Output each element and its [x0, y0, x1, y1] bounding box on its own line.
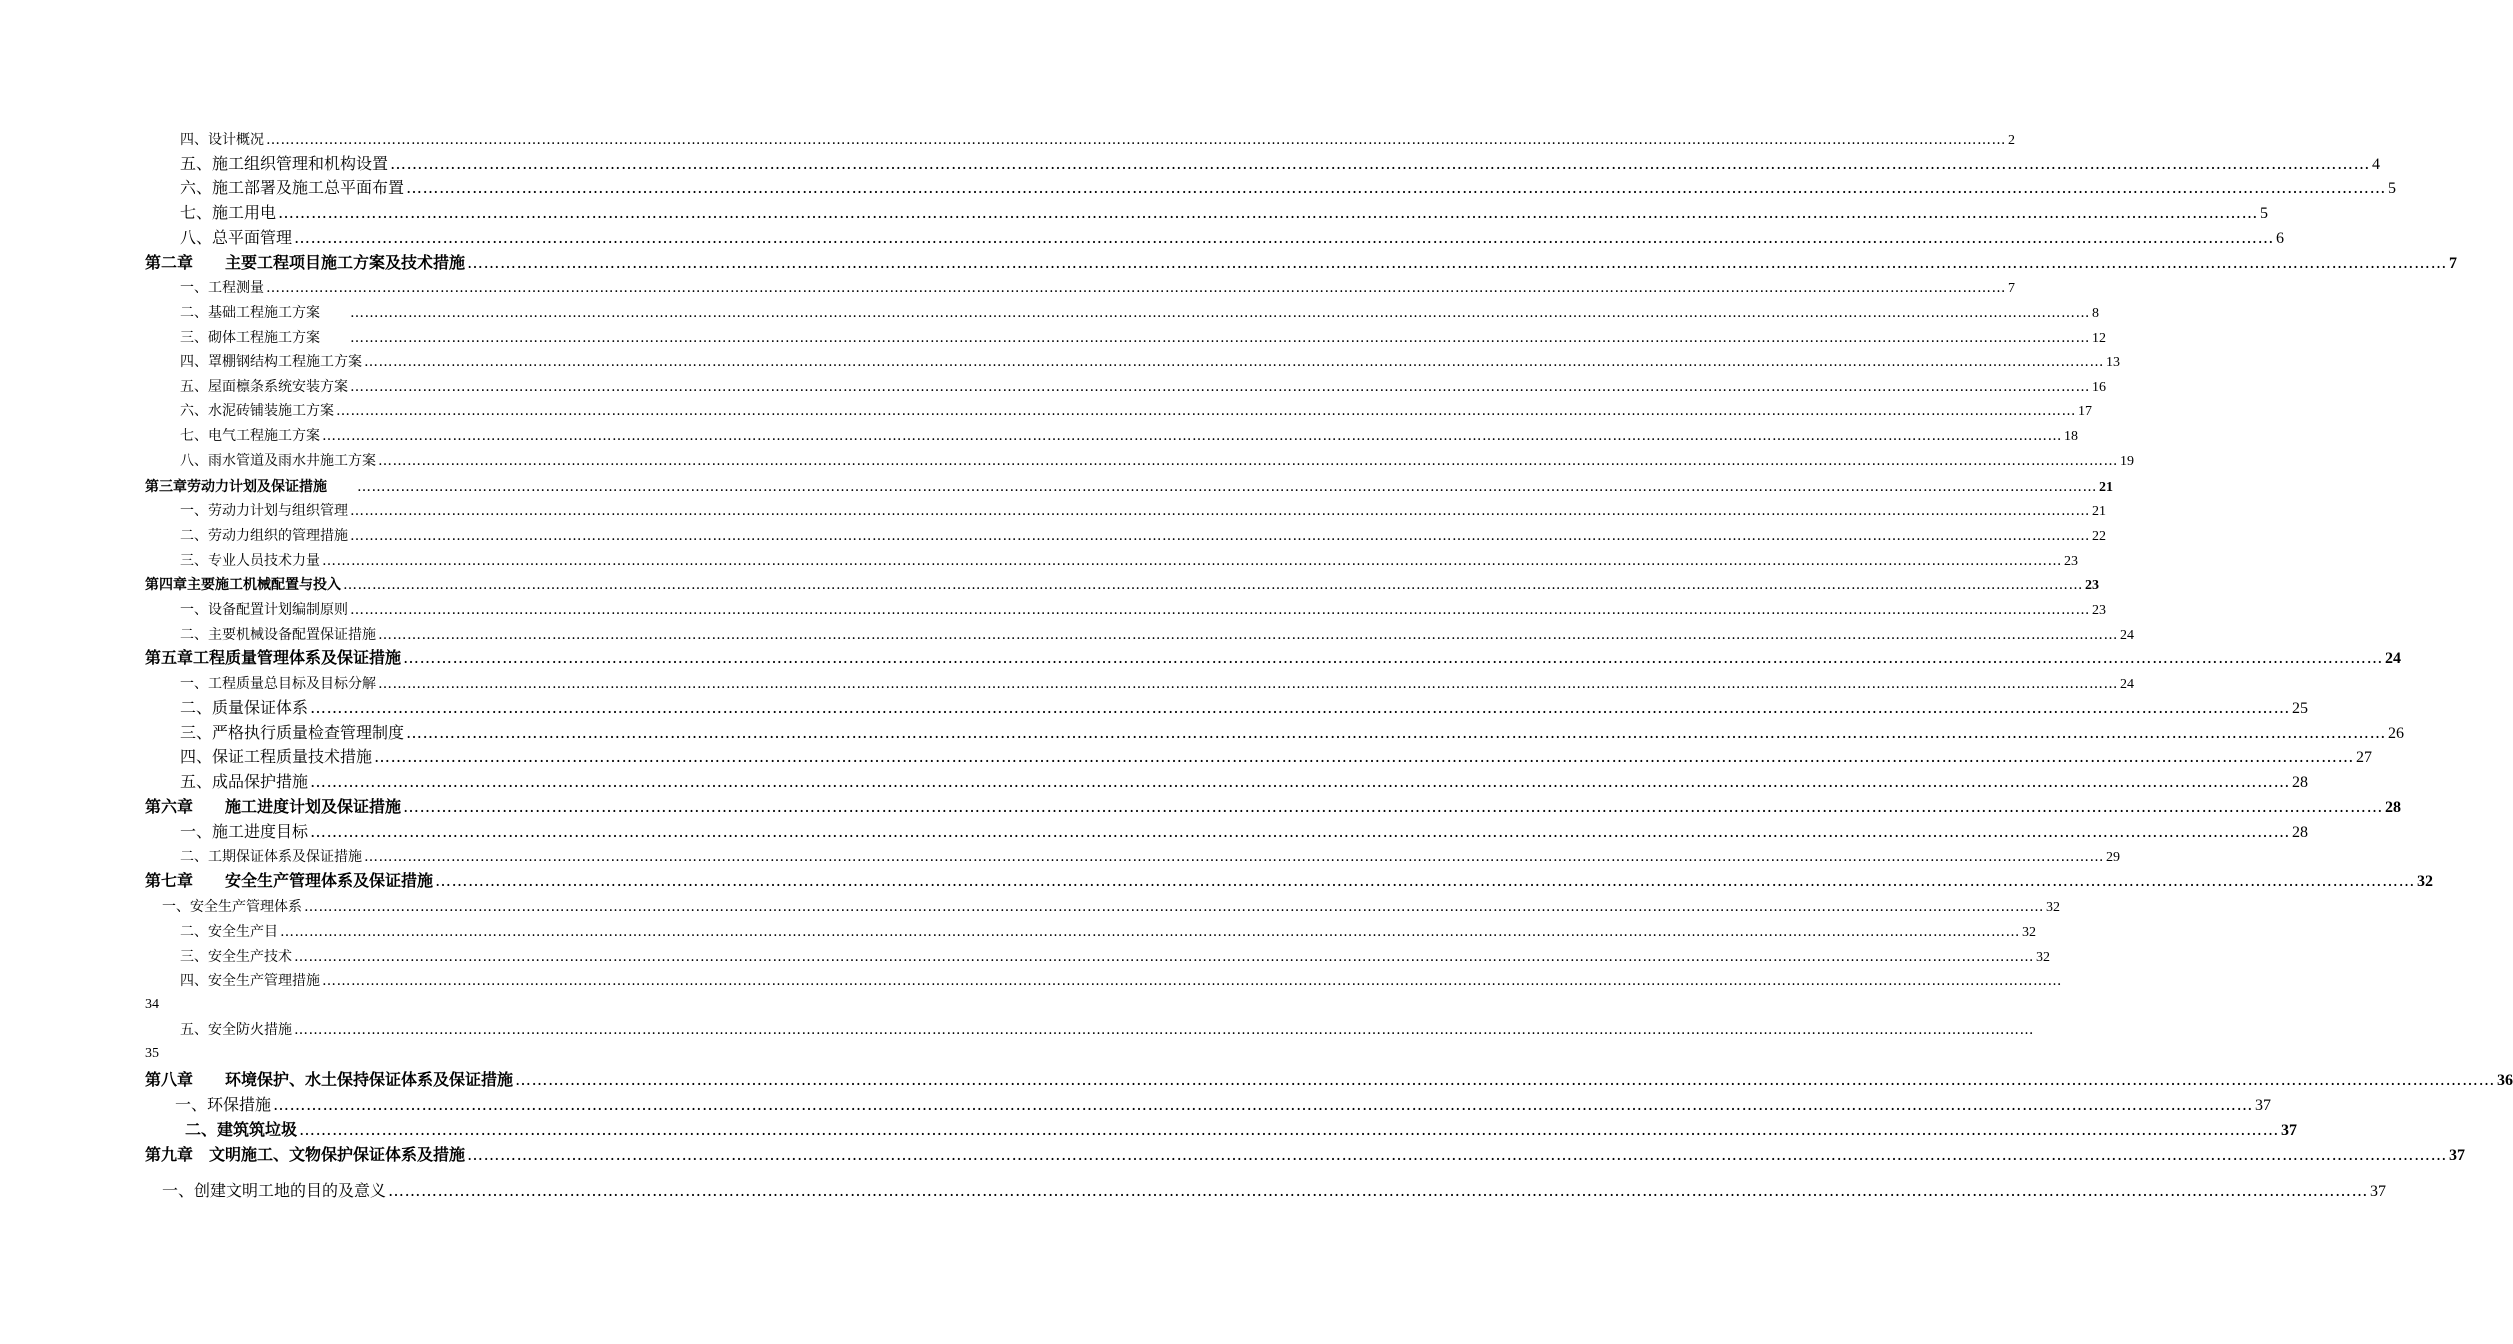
toc-entry [145, 648, 2402, 669]
toc-entry [180, 402, 2092, 421]
dot-leader: ……………………………………………………………………………………………………………………………………………………………………………………………………………………………………………………………………………………………………………………………… [266, 132, 2006, 148]
toc-entry-title: 第六章 施工进度计划及保证措施 [145, 797, 402, 816]
toc-page-number: 16 [2092, 380, 2106, 395]
toc-entry [180, 527, 2106, 546]
toc-entry [180, 675, 2134, 694]
toc-entry-title: 一、劳动力计划与组织管理 [180, 503, 348, 519]
toc-entry-title: 三、专业人员技术力量 [180, 553, 320, 569]
dot-leader: ……………………………………………………………………………………………………………………………………………………………………………………………………………………………………………………………………………………………………………………………… [322, 553, 2062, 569]
toc-entry [145, 1145, 2466, 1166]
dot-leader: ……………………………………………………………………………………………………………………………………………………………………………………………………………………………………………………………………………………………………………………………… [390, 154, 2371, 173]
toc-page-number: 13 [2106, 355, 2120, 370]
dot-leader: ……………………………………………………………………………………………………………………………………………………………………………………………………………………………………………………………………………………………………………………………… [515, 1070, 2496, 1089]
toc-entry [180, 848, 2120, 867]
toc-entry-title: 七、施工用电 [180, 203, 277, 222]
dot-leader: ……………………………………………………………………………………………………………………………………………………………………………………………………………………………………………………………………………………………………………………………… [378, 453, 2118, 469]
dot-leader: ……………………………………………………………………………………………………………………………………………………………………………………………………………………………………………………………………………………………………………………………… [350, 602, 2090, 618]
toc-entry [180, 228, 2285, 249]
toc-entry [180, 178, 2397, 199]
dot-leader: ……………………………………………………………………………………………………………………………………………………………………………………………………………………………………………………………………………………………………………………………… [280, 924, 2020, 940]
toc-page-number: 23 [2092, 603, 2106, 618]
toc-entry [145, 871, 2434, 892]
toc-entry [180, 698, 2309, 719]
toc-entry [180, 723, 2405, 744]
toc-entry-title: 四、安全生产管理措施 [180, 973, 320, 989]
dot-leader: ……………………………………………………………………………………………………………………………………………………………………………………………………………………………………………………………………………………………………………………………… [364, 849, 2104, 865]
toc-page-number: 4 [2372, 156, 2381, 173]
toc-entry [145, 478, 2113, 497]
toc-page-number: 37 [2449, 1147, 2466, 1164]
dot-leader: ……………………………………………………………………………………………………………………………………………………………………………………………………………………………………………………………………………………………………………………………… [406, 178, 2387, 197]
toc-page-number: 32 [2022, 925, 2036, 940]
toc-entry-title: 三、安全生产技术 [180, 949, 292, 965]
toc-entry-title: 八、雨水管道及雨水井施工方案 [180, 453, 376, 469]
toc-entry-title: 一、工程测量 [180, 280, 264, 296]
toc-page-number: 28 [2292, 774, 2309, 791]
toc-entry [180, 154, 2381, 175]
toc-page-number: 23 [2064, 554, 2078, 569]
toc-page-number: 28 [2292, 824, 2309, 841]
dot-leader: ……………………………………………………………………………………………………………………………………………………………………………………………………………………………………………………………………………………………………………………………… [364, 354, 2104, 370]
dot-leader: ……………………………………………………………………………………………………………………………………………………………………………………………………………………………………………………………………………………………………………………………… [350, 503, 2090, 519]
toc-entry-title: 七、电气工程施工方案 [180, 428, 320, 444]
toc-entry [180, 552, 2078, 571]
dot-leader: ……………………………………………………………………………………………………………………………………………………………………………………………………………………………………………………………………………………………………………………………… [350, 330, 2090, 346]
toc-entry [180, 626, 2134, 645]
dot-leader: ……………………………………………………………………………………………………………………………………………………………………………………………………………………………………………………………………………………………………………………………… [343, 577, 2083, 593]
dot-leader: ……………………………………………………………………………………………………………………………………………………………………………………………………………………………………………………………………………………………………………………………… [310, 822, 2291, 841]
toc-entry [180, 822, 2309, 843]
toc-entry-title: 五、屋面檩条系统安装方案 [180, 379, 348, 395]
toc-entry-title: 五、成品保护措施 [180, 772, 309, 791]
toc-entry-title: 二、工期保证体系及保证措施 [180, 849, 362, 865]
dot-leader: ……………………………………………………………………………………………………………………………………………………………………………………………………………………………………………………………………………………………………………………………… [273, 1095, 2254, 1114]
toc-page-number: 18 [2064, 429, 2078, 444]
toc-entry [180, 772, 2309, 793]
dot-leader: ……………………………………………………………………………………………………………………………………………………………………………………………………………………………………………………………………………………………………………………………… [435, 871, 2416, 890]
toc-entry-title: 第三章劳动力计划及保证措施 [145, 479, 355, 495]
toc-page-number: 22 [2092, 529, 2106, 544]
dot-leader: ……………………………………………………………………………………………………………………………………………………………………………………………………………………………………………………………………………………………………………………………… [304, 899, 2044, 915]
toc-page-number: 5 [2260, 205, 2269, 222]
toc-entry [180, 353, 2120, 372]
dot-leader: ……………………………………………………………………………………………………………………………………………………………………………………………………………………………………………………………………………………………………………………………… [467, 253, 2448, 272]
toc-page-number: 2 [2008, 133, 2015, 148]
dot-leader: ……………………………………………………………………………………………………………………………………………………………………………………………………………………………………………………………………………………………………………………………… [406, 723, 2387, 742]
toc-entry-title: 四、罩棚钢结构工程施工方案 [180, 354, 362, 370]
toc-page-number: 32 [2417, 873, 2434, 890]
toc-entry-title: 二、劳动力组织的管理措施 [180, 528, 348, 544]
toc-page-number: 19 [2120, 454, 2134, 469]
dot-leader: ……………………………………………………………………………………………………………………………………………………………………………………………………………………………………………………………………………………………………………………………… [357, 479, 2097, 495]
toc-entry-title: 四、设计概况 [180, 132, 264, 148]
toc-entry [180, 329, 2106, 348]
toc-entry-title: 一、安全生产管理体系 [162, 899, 302, 915]
toc-entry-title: 二、建筑筑垃圾 [185, 1120, 298, 1139]
toc-page-number: 32 [2036, 950, 2050, 965]
toc-page-number: 7 [2008, 281, 2015, 296]
dot-leader: ……………………………………………………………………………………………………………………………………………………………………………………………………………………………………………………………………………………………………………………………… [403, 648, 2384, 667]
dot-leader: ……………………………………………………………………………………………………………………………………………………………………………………………………………………………………………………………………………………………………………………………… [278, 203, 2259, 222]
toc-entry [180, 1021, 2034, 1039]
dot-leader: ……………………………………………………………………………………………………………………………………………………………………………………………………………………………………………………………………………………………………………………………… [294, 228, 2275, 247]
toc-entry-title: 一、环保措施 [175, 1095, 272, 1114]
toc-entry-title: 一、施工进度目标 [180, 822, 309, 841]
toc-page-number: 37 [2281, 1122, 2298, 1139]
dot-leader: ……………………………………………………………………………………………………………………………………………………………………………………………………………………………………………………………………………………………………………………………… [350, 528, 2090, 544]
toc-entry [185, 1120, 2298, 1141]
toc-entry-title: 四、保证工程质量技术措施 [180, 747, 373, 766]
toc-entry [180, 203, 2269, 224]
toc-page-number: 7 [2449, 255, 2458, 272]
dot-leader: ……………………………………………………………………………………………………………………………………………………………………………………………………………………………………………………………………………………………………………………………… [378, 627, 2118, 643]
dot-leader: ……………………………………………………………………………………………………………………………………………………………………………………………………………………………………………………………………………………………………………………………… [310, 772, 2291, 791]
dot-leader: ……………………………………………………………………………………………………………………………………………………………………………………………………………………………………………………………………………………………………………………………… [322, 973, 2062, 989]
toc-entry-title: 三、砌体工程施工方案 [180, 330, 348, 346]
toc-page-number: 12 [2092, 331, 2106, 346]
toc-page-number: 24 [2120, 677, 2134, 692]
toc-page-number: 26 [2388, 725, 2405, 742]
toc-entry-title: 第九章 文明施工、文物保护保证体系及措施 [145, 1145, 466, 1164]
toc-entry-title: 八、总平面管理 [180, 228, 293, 247]
toc-entry [145, 253, 2458, 274]
dot-leader: ……………………………………………………………………………………………………………………………………………………………………………………………………………………………………………………………………………………………………………………………… [294, 949, 2034, 965]
toc-entry [180, 502, 2106, 521]
toc-entry-title: 二、安全生产目 [180, 924, 278, 940]
toc-entry [180, 304, 2099, 323]
dot-leader: ……………………………………………………………………………………………………………………………………………………………………………………………………………………………………………………………………………………………………………………………… [336, 403, 2076, 419]
dot-leader: ……………………………………………………………………………………………………………………………………………………………………………………………………………………………………………………………………………………………………………………………… [378, 676, 2118, 692]
toc-entry [180, 601, 2106, 620]
toc-page-number: 36 [2497, 1072, 2513, 1089]
toc-page-number: 37 [2255, 1097, 2272, 1114]
toc-entry-title: 第四章主要施工机械配置与投入 [145, 577, 341, 593]
toc-page-number: 27 [2356, 749, 2373, 766]
dot-leader: ……………………………………………………………………………………………………………………………………………………………………………………………………………………………………………………………………………………………………………………………… [310, 698, 2291, 717]
toc-page-number: 29 [2106, 850, 2120, 865]
toc-entry-title: 第八章 环境保护、水土保持保证体系及保证措施 [145, 1070, 514, 1089]
dot-leader: ……………………………………………………………………………………………………………………………………………………………………………………………………………………………………………………………………………………………………………………………… [350, 305, 2090, 321]
toc-entry-title: 一、设备配置计划编制原则 [180, 602, 348, 618]
toc-entry [145, 576, 2099, 595]
toc-page-number: 8 [2092, 306, 2099, 321]
toc-entry [180, 948, 2050, 967]
toc-entry [145, 1070, 2513, 1091]
toc-entry-title: 二、质量保证体系 [180, 698, 309, 717]
toc-entry-title: 二、主要机械设备配置保证措施 [180, 627, 376, 643]
toc-entry-title: 二、基础工程施工方案 [180, 305, 348, 321]
toc-page-number: 23 [2085, 578, 2099, 593]
toc-page-number: 6 [2276, 230, 2285, 247]
dot-leader: ……………………………………………………………………………………………………………………………………………………………………………………………………………………………………………………………………………………………………………………………… [299, 1120, 2280, 1139]
dot-leader: ……………………………………………………………………………………………………………………………………………………………………………………………………………………………………………………………………………………………………………………………… [403, 797, 2384, 816]
toc-entry [180, 923, 2036, 942]
toc-entry [162, 898, 2060, 917]
toc-entry [175, 1095, 2272, 1116]
dot-leader: ……………………………………………………………………………………………………………………………………………………………………………………………………………………………………………………………………………………………………………………………… [266, 280, 2006, 296]
toc-entry-title: 六、水泥砖铺装施工方案 [180, 403, 334, 419]
toc-entry-title: 三、严格执行质量检查管理制度 [180, 723, 405, 742]
toc-entry-title: 第五章工程质量管理体系及保证措施 [145, 648, 402, 667]
toc-page-number-wrapped: 35 [145, 1046, 159, 1061]
toc-page-number: 21 [2092, 504, 2106, 519]
toc-entry [180, 131, 2015, 150]
toc-entry [180, 427, 2078, 446]
toc-page-number: 25 [2292, 700, 2309, 717]
toc-page-number: 5 [2388, 180, 2397, 197]
dot-leader: ……………………………………………………………………………………………………………………………………………………………………………………………………………………………………………………………………………………………………………………………… [294, 1022, 2034, 1038]
toc-entry [180, 378, 2106, 397]
toc-entry-title: 一、创建文明工地的目的及意义 [162, 1181, 387, 1200]
dot-leader: ……………………………………………………………………………………………………………………………………………………………………………………………………………………………………………………………………………………………………………………………… [467, 1145, 2448, 1164]
toc-entry-title: 第七章 安全生产管理体系及保证措施 [145, 871, 434, 890]
toc-page-number: 37 [2370, 1183, 2387, 1200]
toc-page-number: 28 [2385, 799, 2402, 816]
toc-entry [145, 797, 2402, 818]
dot-leader: ……………………………………………………………………………………………………………………………………………………………………………………………………………………………………………………………………………………………………………………………… [374, 747, 2355, 766]
toc-page-number: 24 [2120, 628, 2134, 643]
toc-entry [180, 279, 2015, 298]
toc-page-number-wrapped: 34 [145, 997, 159, 1012]
dot-leader: ……………………………………………………………………………………………………………………………………………………………………………………………………………………………………………………………………………………………………………………………… [350, 379, 2090, 395]
dot-leader: ……………………………………………………………………………………………………………………………………………………………………………………………………………………………………………………………………………………………………………………………… [322, 428, 2062, 444]
toc-entry-title: 六、施工部署及施工总平面布置 [180, 178, 405, 197]
toc-entry-title: 第二章 主要工程项目施工方案及技术措施 [145, 253, 466, 272]
toc-page-number: 24 [2385, 650, 2402, 667]
toc-entry-title: 一、工程质量总目标及目标分解 [180, 676, 376, 692]
toc-page-number: 32 [2046, 900, 2060, 915]
toc-entry [162, 1181, 2387, 1202]
toc-page-number: 21 [2099, 480, 2113, 495]
toc-entry-title: 五、安全防火措施 [180, 1022, 292, 1038]
toc-entry-title: 五、施工组织管理和机构设置 [180, 154, 389, 173]
toc-page-number: 17 [2078, 404, 2092, 419]
dot-leader: ……………………………………………………………………………………………………………………………………………………………………………………………………………………………………………………………………………………………………………………………… [388, 1181, 2369, 1200]
toc-entry [180, 972, 2062, 990]
toc-entry [180, 747, 2373, 768]
toc-entry [180, 452, 2134, 471]
